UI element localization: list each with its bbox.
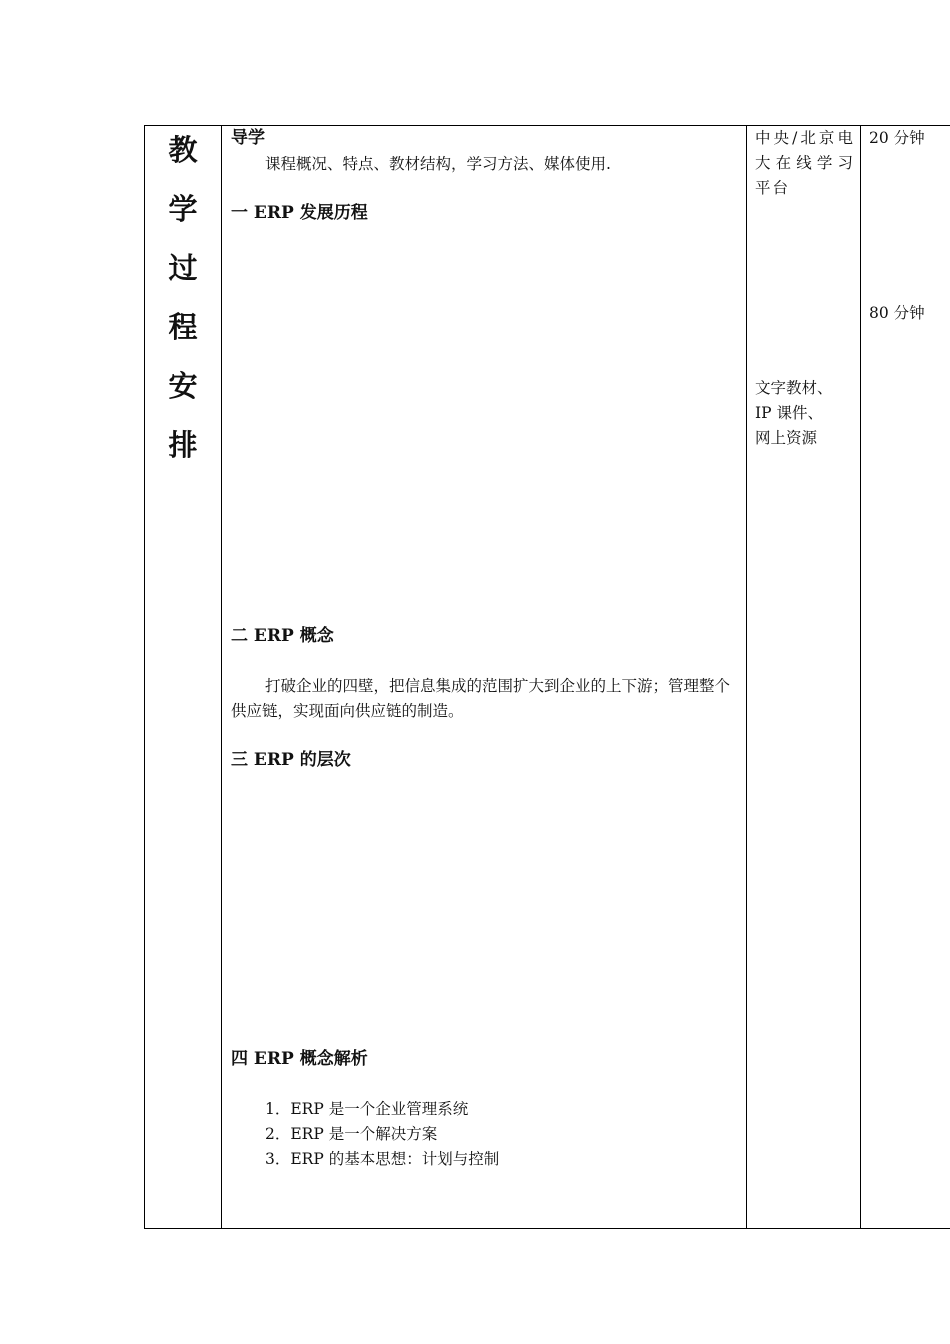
list-item: 1．ERP 是一个企业管理系统: [265, 1100, 469, 1118]
materials-line: 网上资源: [755, 429, 818, 447]
time-slot: 20 分钟: [869, 129, 925, 147]
column-divider: [221, 126, 222, 1228]
label-char: 程: [168, 310, 198, 344]
intro-heading: 导学: [231, 128, 265, 148]
intro-text: 课程概况、特点、教材结构，学习方法、媒体使用.: [265, 155, 611, 173]
time-slot: 80 分钟: [869, 304, 925, 322]
section4-heading: 四 ERP 概念解析: [231, 1049, 368, 1069]
list-item: 3．ERP 的基本思想：计划与控制: [265, 1150, 500, 1168]
section1-heading: 一 ERP 发展历程: [231, 203, 368, 223]
lesson-table: [144, 125, 950, 1229]
label-char: 过: [168, 251, 198, 285]
section2-heading: 二 ERP 概念: [231, 626, 334, 646]
label-char: 排: [168, 428, 198, 462]
section2-text: 打破企业的四壁，把信息集成的范围扩大到企业的上下游；管理整个供应链，实现面向供应链的制造。: [231, 677, 731, 720]
materials-line: IP 课件、: [755, 404, 823, 422]
column-divider: [860, 126, 861, 1228]
list-item: 2．ERP 是一个解决方案: [265, 1125, 438, 1143]
label-char: 学: [168, 192, 198, 226]
column-divider: [746, 126, 747, 1228]
label-char: 安: [168, 369, 198, 403]
materials-line: 文字教材、: [755, 379, 833, 397]
platform-text: 中央/北京电大在线学习平台: [755, 129, 855, 197]
section3-heading: 三 ERP 的层次: [231, 750, 351, 770]
label-char: 教: [168, 133, 198, 167]
